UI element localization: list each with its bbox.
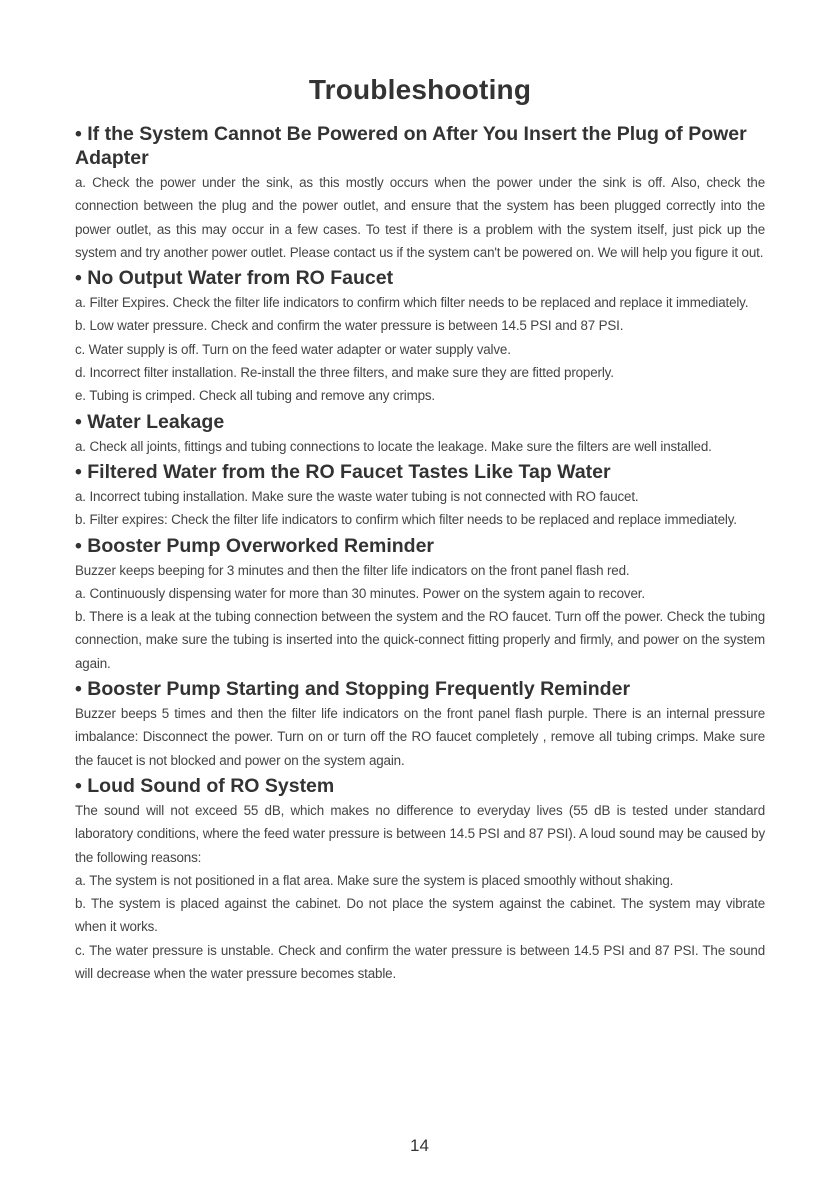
section-paragraph: c. Water supply is off. Turn on the feed water adapter or water supply valve. — [75, 341, 511, 357]
section-paragraph: a. Incorrect tubing installation. Make sure the waste water tubing is not connected with RO faucet. — [75, 488, 639, 504]
section — [75, 772, 765, 985]
section-paragraph: The sound will not exceed 55 dB, which makes no difference to everyday lives (55 dB is tested under standard laboratory conditions, where the feed water pressure is between 14.5 PSI and 87 PSI). A loud sound may be caused by the following reasons: — [75, 802, 765, 865]
section-paragraph: a. Check all joints, fittings and tubing connections to locate the leakage. Make sure the filters are well installed. — [75, 438, 712, 454]
section-heading: • Water Leakage — [75, 410, 225, 433]
section-heading: • Booster Pump Starting and Stopping Frequently Reminder — [75, 678, 631, 701]
section-paragraph: a. Check the power under the sink, as this mostly occurs when the power under the sink is off. Also, check the connection between the plug and the power outlet, and ensure that the system has been plugged correctly into the power outlet, as this may occur in a few cases. To test if there is a problem with the system itself, just pick up the system and try another power outlet. Please contact us if the system can't be powered on. We will help you figure it out. — [75, 175, 765, 260]
section-paragraph: Buzzer beeps 5 times and then the filter life indicators on the front panel flash purple. There is an internal pressure imbalance: Disconnect the power. Turn on or turn off the RO faucet completely , remove all tubing crimps. Make sure the faucet is not blocked and power on the system again. — [75, 706, 765, 768]
section — [75, 408, 765, 458]
section-paragraph: e. Tubing is crimped. Check all tubing and remove any crimps. — [75, 388, 436, 404]
section-paragraph: Buzzer keeps beeping for 3 minutes and then the filter life indicators on the front panel flash red. — [75, 562, 630, 578]
section-paragraph: b. Low water pressure. Check and confirm the water pressure is between 14.5 PSI and 87 PSI. — [75, 318, 624, 334]
section-paragraph: d. Incorrect filter installation. Re-install the three filters, and make sure they are fitted properly. — [75, 365, 614, 381]
section — [75, 675, 765, 772]
section-heading: • Booster Pump Overworked Reminder — [75, 534, 434, 557]
section-heading: • Loud Sound of RO System — [75, 774, 335, 797]
section-paragraph: a. Continuously dispensing water for more than 30 minutes. Power on the system again to recover. — [75, 585, 645, 601]
section — [75, 532, 765, 675]
section-paragraph: c. The water pressure is unstable. Check and confirm the water pressure is between 14.5 PSI and 87 PSI. The sound will decrease when the water pressure becomes stable. — [75, 942, 765, 982]
section-paragraph: b. There is a leak at the tubing connection between the system and the RO faucet. Turn off the power. Check the tubing connection, make sure the tubing is inserted into the quick-connect fitting properly and firmly, and power on the system again. — [75, 609, 765, 671]
document-page — [75, 70, 765, 985]
section-paragraph: a. Filter Expires. Check the filter life indicators to confirm which filter needs to be replaced and replace it immediately. — [75, 295, 749, 311]
section — [75, 264, 765, 407]
page-title: Troubleshooting — [308, 74, 532, 105]
page-number: 14 — [410, 1136, 429, 1155]
section-paragraph: b. The system is placed against the cabinet. Do not place the system against the cabinet. The system may vibrate when it works. — [75, 896, 765, 935]
section — [75, 120, 765, 264]
section-paragraph: a. The system is not positioned in a flat area. Make sure the system is placed smoothly without shaking. — [75, 872, 674, 888]
section-paragraph: b. Filter expires: Check the filter life indicators to confirm which filter needs to be replaced and replace immediately. — [75, 512, 737, 528]
section-heading: • If the System Cannot Be Powered on After You Insert the Plug of Power Adapter — [75, 123, 747, 169]
section — [75, 458, 765, 532]
sections — [75, 120, 765, 985]
section-heading: • No Output Water from RO Faucet — [75, 267, 394, 290]
section-heading: • Filtered Water from the RO Faucet Tastes Like Tap Water — [75, 460, 611, 483]
